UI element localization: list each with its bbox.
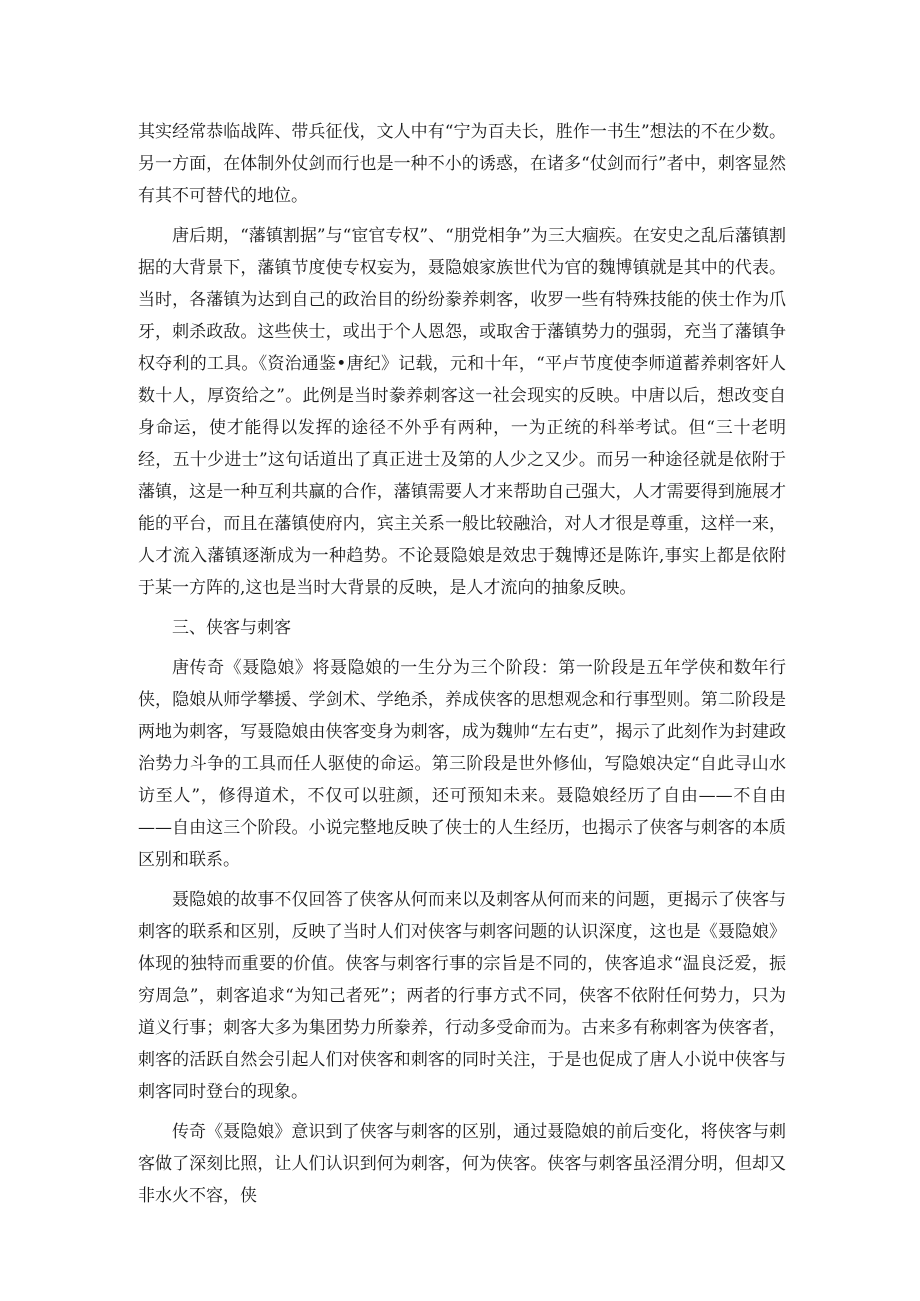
paragraph-value-of-story: 聂隐娘的故事不仅回答了侠客从何而来以及刺客从何而来的问题，更揭示了侠客与刺客的联系和区别，反映了当时人们对侠客与刺客问题的认识深度，这也是《聂隐娘》体现的独特而重要的价值。侠客与刺客行事的宗旨是不同的，侠客追求“温良泛爱，振穷周急”，刺客追求“为知己者死”；两者的行事方式不同，侠客不依附任何势力，只为道义行事；刺客大多为集团势力所豢养，行动多受命而为。古来多有称刺客为侠客者，刺客的活跃自然会引起人们对侠客和刺客的同时关注，于是也促成了唐人小说中侠客与刺客同时登台的现象。 bbox=[138, 890, 786, 1102]
section-heading: 三、侠客与刺客 bbox=[172, 618, 291, 638]
paragraph-three-stages: 唐传奇《聂隐娘》将聂隐娘的一生分为三个阶段：第一阶段是五年学侠和数年行侠，隐娘从师学攀援、学剑术、学绝杀，养成侠客的思想观念和行事型则。第二阶段是两地为刺客，写聂隐娘由侠客变身为刺客，成为魏帅“左右吏”，揭示了此刻作为封建政治势力斗争的工具而任人驱使的命运。第三阶段是世外修仙，写隐娘决定“自此寻山水访至人”，修得道术，不仅可以驻颜，还可预知未来。聂隐娘经历了自由——不自由——自由这三个阶段。小说完整地反映了侠士的人生经历，也揭示了侠客与刺客的本质区别和联系。 bbox=[138, 658, 786, 870]
paragraph-late-tang-background: 唐后期，“藩镇割据”与“宦官专权”、“朋党相争”为三大痼疾。在安史之乱后藩镇割据的大背景下，藩镇节度使专权妄为，聂隐娘家族世代为官的魏博镇就是其中的代表。当时，各藩镇为达到自己的政治目的纷纷豢养刺客，收罗一些有特殊技能的侠士作为爪牙，刺杀政敌。这些侠士，或出于个人恩怨，或取舍于藩镇势力的强弱，充当了藩镇争权夺利的工具。《资治通鉴•唐纪》记载，元和十年，“平卢节度使李师道蓄养刺客奸人数十人，厚资给之”。此例是当时豢养刺客这一社会现实的反映。中唐以后，想改变自身命运，使才能得以发挥的途径不外乎有两种，一为正统的科举考试。但“三十老明经，五十少进士”这句话道出了真正进士及第的人少之又少。而另一种途径就是依附于藩镇，这是一种互利共赢的合作，藩镇需要人才来帮助自己强大，人才需要得到施展才能的平台，而且在藩镇使府内，宾主关系一般比较融洽，对人才很是尊重，这样一来，人才流入藩镇逐渐成为一种趋势。不论聂隐娘是效忠于魏博还是陈许,事实上都是依附于某一方阵的,这也是当时大背景的反映，是人才流向的抽象反映。 bbox=[138, 226, 786, 598]
paragraph-continuation: 其实经常恭临战阵、带兵征伐，文人中有“宁为百夫长，胜作一书生”想法的不在少数。另一方面，在体制外仗剑而行也是一种不小的诱惑，在诸多“仗剑而行”者中，刺客显然有其不可替代的地位。 bbox=[138, 122, 786, 206]
paragraph-comparison: 传奇《聂隐娘》意识到了侠客与刺客的区别，通过聂隐娘的前后变化，将侠客与刺客做了深刻比照，让人们认识到何为刺客，何为侠客。侠客与刺客虽泾渭分明，但却又非水火不容，侠 bbox=[138, 1122, 786, 1206]
document-body bbox=[138, 116, 786, 1220]
